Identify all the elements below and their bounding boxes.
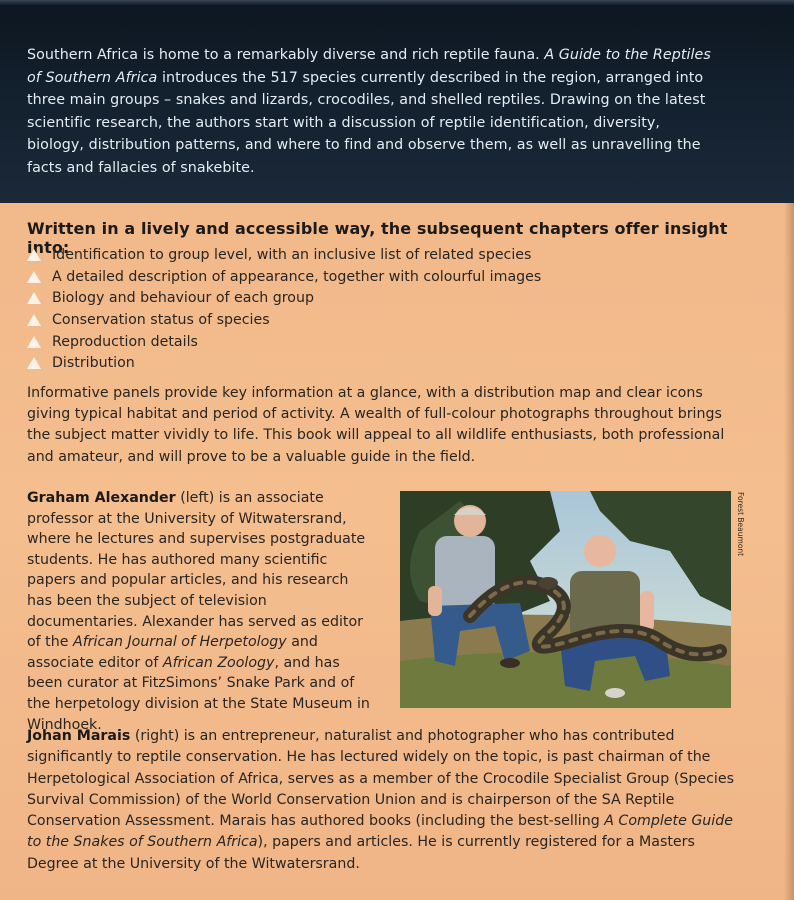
bio-text: and associate editor of: [27, 634, 318, 671]
bullet-text: A detailed description of appearance, together with colourful images: [52, 268, 542, 285]
alexander-bio: [27, 488, 372, 735]
bio-text: , and has been curator at FitzSimons’ Snake Park and of the herpetology division at the State Museum in Windhoek.: [27, 654, 370, 733]
book-title: A Complete Guide to the Snakes of Southern Africa: [27, 813, 733, 851]
triangle-bullet-icon: [27, 336, 41, 348]
triangle-bullet-icon: [27, 249, 41, 261]
marais-bio: [27, 726, 747, 875]
intro-text-1: Southern Africa is home to a remarkably diverse and rich reptile fauna.: [27, 47, 540, 63]
list-item: [27, 353, 541, 375]
triangle-bullet-icon: [27, 271, 41, 283]
panels-paragraph: Informative panels provide key information at a glance, with a distribution map and clear icons giving typical habitat and period of activity. A wealth of full-colour photographs throughout brings the subject matter vividly to life. This book will appeal to all wildlife enthusiasts, both professional and amateur, and will prove to be a valuable guide in the field.: [27, 385, 725, 465]
list-item: [27, 245, 541, 267]
cover-top-edge: [0, 0, 794, 6]
author-name-alexander: Graham Alexander: [27, 490, 176, 506]
journal-title: African Zoology: [162, 654, 275, 671]
author-name-marais: Johan Marais: [27, 728, 131, 744]
orange-panel-shadow: [784, 203, 794, 900]
bullet-text: Identification to group level, with an inclusive list of related species: [52, 247, 532, 263]
chapters-heading: Written in a lively and accessible way, the subsequent chapters offer insight into:: [27, 219, 728, 257]
authors-photo: [400, 491, 731, 708]
chapter-bullet-list: [27, 245, 541, 375]
triangle-bullet-icon: [27, 357, 41, 369]
list-item: [27, 288, 541, 310]
intro-book-title: A Guide to the Reptiles of Southern Africa: [27, 47, 711, 86]
photo-credit: Forest Beaumont: [736, 492, 745, 557]
authors-with-python-image: [400, 491, 731, 708]
bio-text: (left) is an associate professor at the University of Witwatersrand, where he lectures and supervises postgraduate students. He has authored many scientific papers and popular articles, and his research has been the subject of television documentaries. Alexander has served as editor of the: [27, 490, 366, 651]
bio-text: ), papers and articles. He is currently registered for a Masters Degree at the University of the Witwatersrand.: [27, 834, 695, 872]
bio-text: (right) is an entrepreneur, naturalist and photographer who has contributed significantly to reptile conservation. He has lectured widely on the topic, is past chairman of the Herpetological Association of Africa, serves as a member of the Crocodile Specialist Group (Species Survival Commission) of the World Conservation Union and is chairperson of the SA Reptile Conservation Assessment. Marais has authored books (including the best-selling: [27, 728, 734, 830]
triangle-bullet-icon: [27, 314, 41, 326]
list-item: [27, 267, 541, 289]
triangle-bullet-icon: [27, 292, 41, 304]
intro-text-2: introduces the 517 species currently described in the region, arranged into three main groups – snakes and lizards, crocodiles, and shelled reptiles. Drawing on the latest scientific research, the authors start with a discussion of reptile identification, diversity, biology, distribution patterns, and where to find and observe them, as well as unravelling the facts and fallacies of snakebite.: [27, 69, 706, 176]
bullet-text: Reproduction details: [52, 333, 198, 350]
list-item: [27, 310, 541, 332]
intro-paragraph: [27, 44, 717, 180]
bullet-text: Biology and behaviour of each group: [52, 290, 314, 307]
bullet-text: Conservation status of species: [52, 312, 270, 329]
journal-title: African Journal of Herpetology: [72, 634, 287, 651]
bullet-text: Distribution: [52, 355, 135, 372]
list-item: [27, 332, 541, 354]
